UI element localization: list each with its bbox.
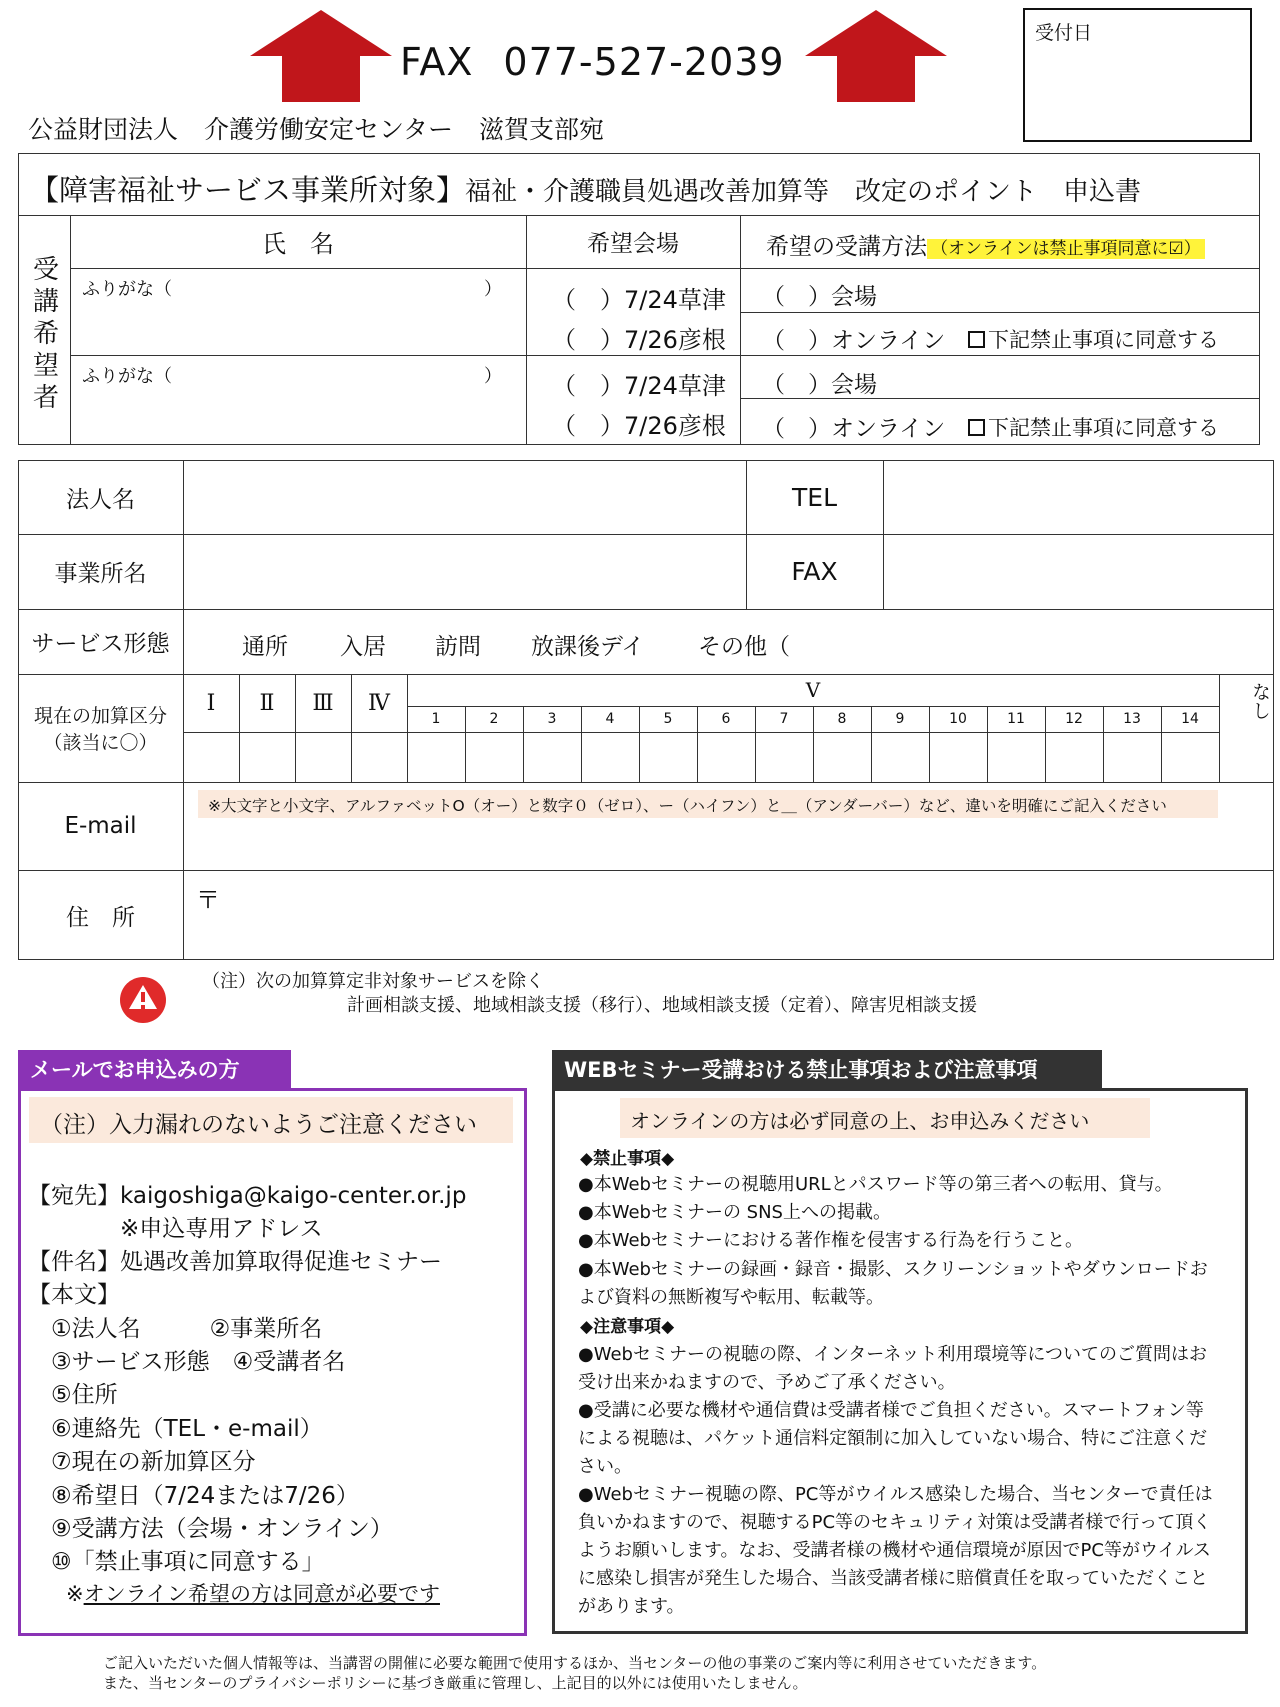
mail-line: ①法人名 ②事業所名 <box>28 1316 323 1342</box>
web-note-line: 受け出来かねますので、予めご了承ください。 <box>578 1372 956 1393</box>
web-section-heading: WEBセミナー受講おける禁止事項および注意事項 <box>552 1050 1102 1088</box>
web-note-line: ●本Webセミナーの SNS上への掲載。 <box>578 1202 891 1223</box>
service-option-after-school[interactable]: 放課後デイ <box>531 634 645 660</box>
web-section-subheading: ◆禁止事項◆ <box>580 1149 675 1169</box>
addition-choice-cell[interactable] <box>639 732 697 782</box>
addition-v-9: 9 <box>895 711 905 727</box>
addition-choice-cell[interactable] <box>183 732 239 782</box>
agree-checkbox-2[interactable] <box>968 412 1219 442</box>
web-note-line: ●受講に必要な機材や通信費は受講者様でご負担ください。スマートフォン等 <box>578 1400 1204 1421</box>
note-prefix: ※ <box>66 1582 84 1606</box>
furigana-label: ふりがな（ <box>82 366 172 387</box>
agree-checkbox-1[interactable] <box>968 324 1219 354</box>
web-note-line: に感染し損害が発生した場合、当該受講者様に賠償責任を取っていただくこと <box>578 1568 1208 1589</box>
fax-number: 077-527-2039 <box>503 40 785 84</box>
furigana-close: ） <box>484 366 502 387</box>
email-note: ※大文字と小文字、アルファベットO（オー）と数字０（ゼロ）、ー（ハイフン）と＿（アンダーバー）など、違いを明確にご記入ください <box>208 797 1167 815</box>
furigana-close: ） <box>484 279 502 300</box>
addition-choice-cell[interactable] <box>523 732 581 782</box>
web-note-line: ●本Webセミナーの視聴用URLとパスワード等の第三者への転用、貸与。 <box>578 1174 1173 1195</box>
dest-branch: 滋賀支部宛 <box>479 115 605 144</box>
applicants-side-label: 受講希望者 <box>28 255 59 415</box>
mail-section-heading: メールでお申込みの方 <box>18 1050 291 1088</box>
addition-choice-cell[interactable] <box>465 732 523 782</box>
method-online-option-2[interactable]: （ ）オンライン <box>762 416 946 442</box>
tel-label: TEL <box>792 482 837 512</box>
service-option-other[interactable]: その他（ <box>698 634 790 660</box>
addition-v-8: 8 <box>837 711 847 727</box>
dest-org: 公益財団法人 <box>28 115 179 144</box>
web-banner: オンラインの方は必ず同意の上、お申込みください <box>630 1109 1090 1133</box>
address-field[interactable] <box>220 872 1271 958</box>
dest-center: 介護労働安定センター <box>204 115 454 144</box>
addition-roman-4: Ⅳ <box>368 690 390 716</box>
addition-v-3: 3 <box>547 711 557 727</box>
mail-line: ⑦現在の新加算区分 <box>28 1449 256 1475</box>
addition-sublabel: （該当に〇） <box>43 732 158 754</box>
corp-name-label: 法人名 <box>66 486 135 513</box>
postal-mark: 〒 <box>196 886 220 914</box>
addition-choice-cell[interactable] <box>1045 732 1103 782</box>
mail-line[interactable]: 【宛先】kaigoshiga@kaigo-center.or.jp <box>28 1183 467 1209</box>
col-venue-header: 希望会場 <box>587 231 679 257</box>
web-section-subheading: ◆注意事項◆ <box>580 1317 675 1337</box>
service-option-day[interactable]: 通所 <box>242 634 288 660</box>
received-date-box[interactable] <box>1023 8 1252 142</box>
addition-v-header: Ⅴ <box>805 678 821 702</box>
addition-grid <box>183 674 1274 782</box>
mail-line: 【本文】 <box>28 1282 120 1308</box>
received-date-label: 受付日 <box>1035 22 1093 44</box>
addition-roman-1: Ⅰ <box>206 690 216 716</box>
addition-choice-cell[interactable] <box>871 732 929 782</box>
addition-v-14: 14 <box>1181 711 1199 727</box>
addition-roman-3: Ⅲ <box>312 690 334 716</box>
mail-line: ③サービス形態 ④受講者名 <box>28 1349 346 1375</box>
web-note-line: ●本Webセミナーにおける著作権を侵害する行為を行うこと。 <box>578 1230 1083 1251</box>
addition-v-7: 7 <box>779 711 789 727</box>
corp-name-field[interactable] <box>185 462 745 532</box>
mail-caution: （注）入力漏れのないようご注意ください <box>40 1112 477 1138</box>
furigana-field-2[interactable] <box>82 362 502 388</box>
venue-kusatsu-option-2[interactable]: （ ）7/24草津 <box>552 372 726 400</box>
addition-none-option[interactable]: なし <box>1249 682 1271 720</box>
privacy-note-line2: また、当センターのプライバシーポリシーに基づき厳重に管理し、上記目的以外には使用いたしません。 <box>103 1674 808 1692</box>
addition-v-4: 4 <box>605 711 615 727</box>
mail-line: ⑨受講方法（会場・オンライン） <box>28 1516 393 1542</box>
service-option-visit[interactable]: 訪問 <box>435 634 481 660</box>
checkbox-icon <box>968 419 985 436</box>
col-method-header <box>766 228 1205 261</box>
destination <box>28 110 604 146</box>
venue-kusatsu-option-1[interactable]: （ ）7/24草津 <box>552 286 726 314</box>
addition-v-12: 12 <box>1065 711 1083 727</box>
agree-label: 下記禁止事項に同意する <box>988 328 1219 352</box>
addition-choice-cell[interactable] <box>813 732 871 782</box>
web-note-line: 負いかねますので、視聴するPC等のセキュリティ対策は受講者様で行って頂く <box>578 1512 1212 1533</box>
online-note-text: オンライン希望の方は同意が必要です <box>83 1582 440 1606</box>
tel-field[interactable] <box>885 462 1271 532</box>
addition-choice-cell[interactable] <box>697 732 755 782</box>
web-note-line: ●Webセミナーの視聴の際、インターネット利用環境等についてのご質問はお <box>578 1344 1207 1365</box>
addition-v-13: 13 <box>1123 711 1141 727</box>
email-field[interactable] <box>185 822 1271 868</box>
warning-icon <box>120 977 166 1023</box>
mail-line: 【件名】処遇改善加算取得促進セミナー <box>28 1249 442 1275</box>
privacy-note-line1: ご記入いただいた個人情報等は、当講習の開催に必要な範囲で使用するほか、当センターの他の事業のご案内等に利用させていただきます。 <box>103 1654 1047 1672</box>
web-note-line: ●本Webセミナーの録画・録音・撮影、スクリーンショットやダウンロードお <box>578 1259 1208 1280</box>
addition-v-6: 6 <box>721 711 731 727</box>
mail-line: ⑩「禁止事項に同意する」 <box>28 1549 325 1575</box>
addition-v-1: 1 <box>431 711 441 727</box>
fax-label: FAX <box>400 40 474 84</box>
addition-choice-cell[interactable] <box>351 732 407 782</box>
form-title-bracket: 【障害福祉サービス事業所対象】 <box>30 173 466 207</box>
arrow-right-icon <box>805 10 947 102</box>
mail-line: ※申込専用アドレス <box>28 1216 323 1242</box>
exclusion-note-line2: 計画相談支援、地域相談支援（移行）、地域相談支援（定着）、障害児相談支援 <box>347 995 977 1016</box>
addition-choice-cell[interactable] <box>755 732 813 782</box>
col-method-note: （オンラインは禁止事項同意に☑） <box>927 239 1205 259</box>
addition-roman-2: Ⅱ <box>259 690 275 716</box>
email-label: E-mail <box>64 813 137 839</box>
furigana-label: ふりがな（ <box>82 279 172 300</box>
fax-field[interactable] <box>885 536 1271 607</box>
addition-choice-cell[interactable] <box>987 732 1045 782</box>
service-type-label: サービス形態 <box>31 631 170 657</box>
web-note-line: ようお願いします。なお、受講者様の機材や通信環境が原因でPC等がウイルス <box>578 1540 1211 1561</box>
addition-v-2: 2 <box>489 711 499 727</box>
addition-choice-cell[interactable] <box>929 732 987 782</box>
online-consent-note <box>66 1578 440 1608</box>
addition-choice-cell[interactable] <box>239 732 295 782</box>
form-title <box>30 168 1141 209</box>
venue-hikone-option-2[interactable]: （ ）7/26彦根 <box>552 412 726 440</box>
method-online-option-1[interactable]: （ ）オンライン <box>762 328 946 354</box>
mail-line: ⑤住所 <box>28 1382 118 1408</box>
col-method-label: 希望の受講方法 <box>766 234 927 260</box>
exclusion-note-line1: （注）次の加算算定非対象サービスを除く <box>202 971 544 992</box>
addition-category-label <box>18 674 183 782</box>
mail-line: ⑧希望日（7/24または7/26） <box>28 1483 359 1509</box>
service-option-residential[interactable]: 入居 <box>340 634 386 660</box>
arrow-left-icon <box>250 10 392 102</box>
web-note-line: があります。 <box>578 1596 685 1617</box>
addition-v-11: 11 <box>1007 711 1025 727</box>
addition-choice-cell[interactable] <box>407 732 465 782</box>
method-venue-option-2[interactable]: （ ）会場 <box>762 372 877 398</box>
mail-line: ⑥連絡先（TEL・e-mail） <box>28 1416 323 1442</box>
checkbox-icon <box>968 331 985 348</box>
office-name-label: 事業所名 <box>54 561 147 587</box>
addition-choice-cell[interactable] <box>295 732 351 782</box>
addition-choice-cell[interactable] <box>1103 732 1161 782</box>
agree-label: 下記禁止事項に同意する <box>988 416 1219 440</box>
office-name-field[interactable] <box>185 536 745 607</box>
fax-field-label: FAX <box>791 557 838 586</box>
form-title-rest: 福祉・介護職員処遇改善加算等 改定のポイント 申込書 <box>465 177 1142 207</box>
web-note-line: よび資料の無断複写や転用、転載等。 <box>578 1287 884 1308</box>
method-venue-option-1[interactable]: （ ）会場 <box>762 284 877 310</box>
address-label: 住 所 <box>66 904 135 931</box>
fax-number-heading <box>400 40 785 84</box>
web-note-line: による視聴は、パケット通信料定額制に加入していない場合、特にご注意くだ <box>578 1428 1208 1449</box>
addition-label: 現在の加算区分 <box>33 705 167 727</box>
web-note-line: ●Webセミナー視聴の際、PC等がウイルス感染した場合、当センターで責任は <box>578 1484 1213 1505</box>
venue-hikone-option-1[interactable]: （ ）7/26彦根 <box>552 326 726 354</box>
addition-v-10: 10 <box>949 711 967 727</box>
web-note-line: さい。 <box>578 1456 632 1477</box>
furigana-field-1[interactable] <box>82 275 502 301</box>
addition-choice-cell[interactable] <box>581 732 639 782</box>
addition-choice-cell[interactable] <box>1161 732 1219 782</box>
col-name-header: 氏 名 <box>262 230 334 258</box>
addition-v-5: 5 <box>663 711 673 727</box>
